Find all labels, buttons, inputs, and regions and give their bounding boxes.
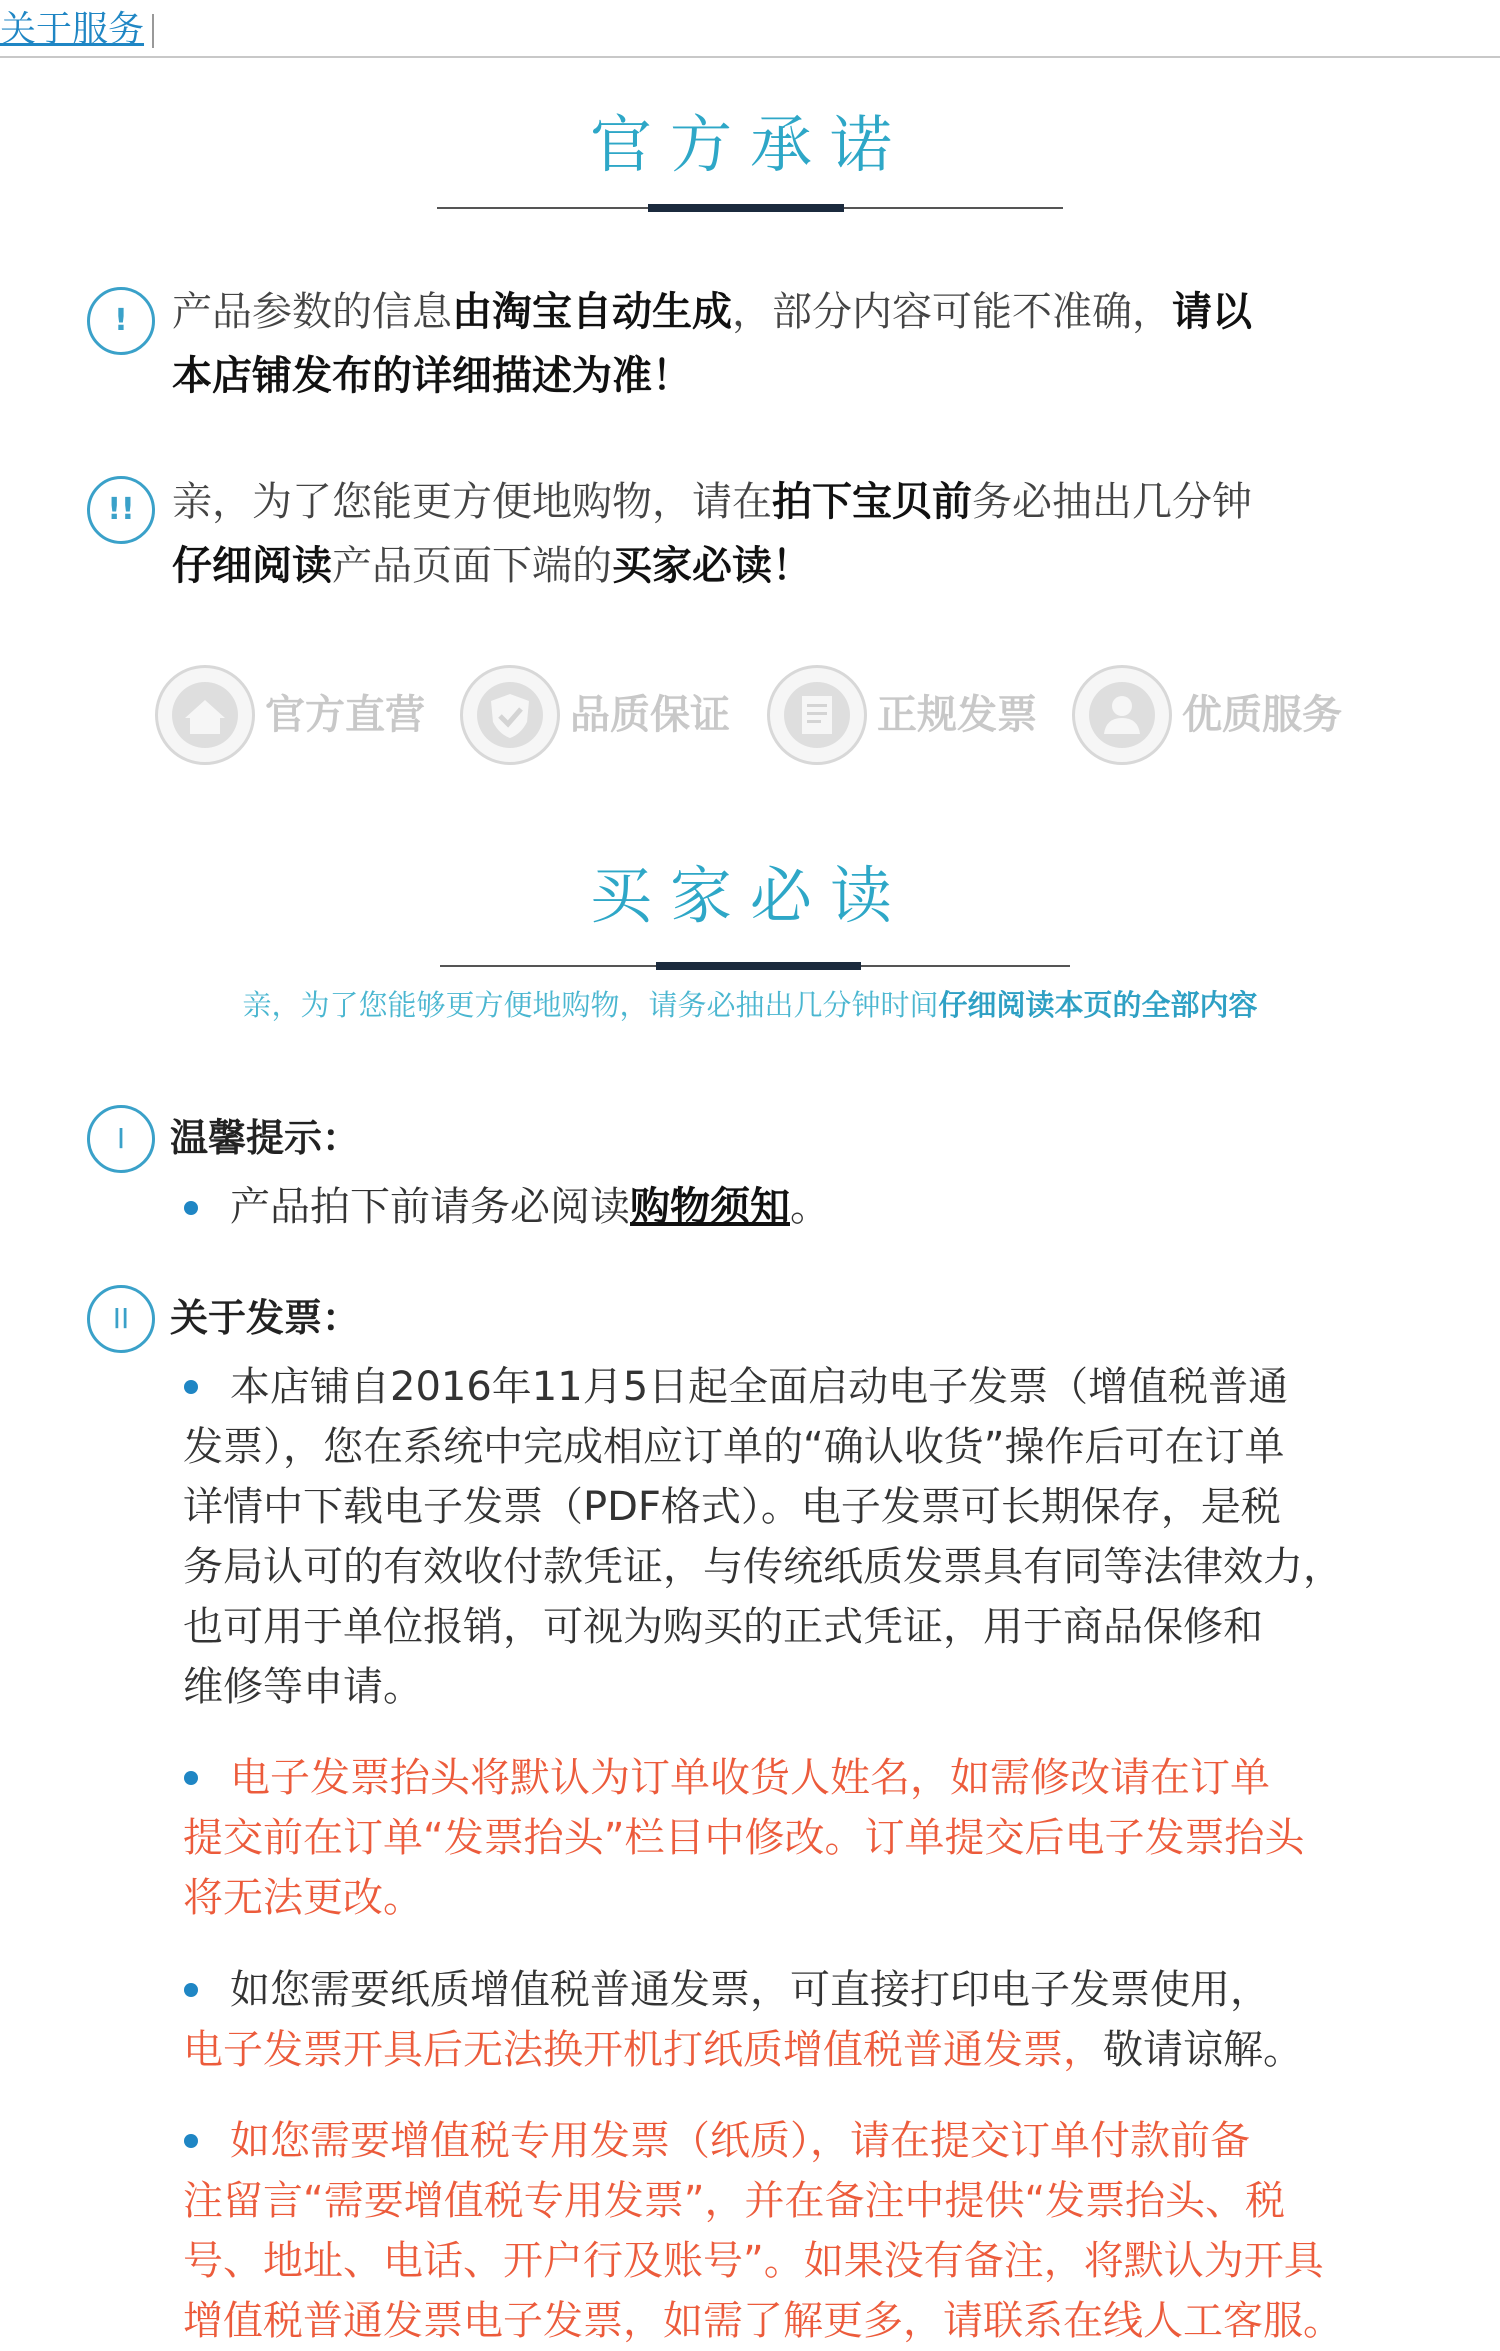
notice1-text-b: ，部分内容可能不准确， [732,289,1172,335]
roman-one-icon: I [87,1105,155,1173]
invoice-icon [767,665,867,765]
home-icon [155,665,255,765]
person-icon [1072,665,1172,765]
promise-title-accent [648,204,844,212]
notice1-bold-a: 由淘宝自动生成 [452,289,732,335]
must-read-title-accent [656,962,861,970]
notice1-text-a: 产品参数的信息 [172,289,452,335]
invoice-heading: 关于发票： [170,1296,361,1340]
notice2-text-a: 亲，为了您能更方便地购物，请在 [172,479,772,525]
must-read-note [0,985,1500,1025]
invoice-paragraph-1 [183,1357,1473,1717]
badge-label-quality: 品质保证 [570,692,730,738]
invoice-paragraph-4 [183,2111,1473,2351]
promise-notice-1 [172,280,1402,408]
invoice-p1-line: 详情中下载电子发票（PDF格式）。电子发票可长期保存，是税 [183,1484,1281,1530]
top-nav-bar [0,0,1500,58]
invoice-p2-line: 提交前在订单“发票抬头”栏目中修改。订单提交后电子发票抬头 [183,1815,1305,1861]
invoice-p3-line: 如您需要纸质增值税普通发票，可直接打印电子发票使用， [230,1967,1270,2013]
invoice-p1-line: 维修等申请。 [183,1664,423,1710]
invoice-p1-line: 务局认可的有效收付款凭证，与传统纸质发票具有同等法律效力， [183,1544,1343,1590]
invoice-p4-line: 号、地址、电话、开户行及账号”。如果没有备注，将默认为开具 [183,2238,1324,2284]
shopping-notice-link[interactable]: 购物须知 [630,1184,790,1230]
double-exclamation-icon: !! [87,476,155,544]
invoice-p4-line: 增值税普通发票电子发票，如需了解更多，请联系在线人工客服。 [183,2298,1343,2344]
notice2-text-c: 产品页面下端的 [332,543,612,589]
shield-check-icon [460,665,560,765]
notice2-bold-c: 买家必读！ [612,543,812,589]
invoice-p4-line: 如您需要增值税专用发票（纸质），请在提交订单付款前备 [230,2118,1250,2164]
bullet-dot [184,1201,198,1215]
invoice-p3-red: 电子发票开具后无法换开机打纸质增值税普通发票， [183,2027,1103,2073]
must-read-note-text: 亲，为了您能够更方便地购物，请务必抽出几分钟时间 [242,988,939,1022]
invoice-p1-line: 本店铺自2016年11月5日起全面启动电子发票（增值税普通 [230,1364,1289,1410]
tips-item-end: 。 [790,1184,830,1230]
notice2-bold-a: 拍下宝贝前 [772,479,972,525]
must-read-title: 买家必读 [589,859,910,932]
invoice-p4-line: 注留言“需要增值税专用发票”，并在备注中提供“发票抬头、税 [183,2178,1286,2224]
notice2-text-b: 务必抽出几分钟 [972,479,1252,525]
service-badges [150,665,1370,775]
invoice-paragraph-2 [183,1748,1473,1928]
tips-item [230,1177,830,1237]
badge-label-official: 官方直营 [265,692,425,738]
promise-title: 官方承诺 [589,108,910,181]
must-read-note-bold: 仔细阅读本页的全部内容 [938,988,1258,1022]
invoice-p1-line: 也可用于单位报销，可视为购买的正式凭证，用于商品保修和 [183,1604,1263,1650]
notice2-bold-b: 仔细阅读 [172,543,332,589]
promise-notice-2 [172,470,1402,598]
notice1-bold-b: 请以 [1172,289,1252,335]
invoice-paragraph-3 [183,1960,1473,2080]
roman-two-icon: II [87,1285,155,1353]
invoice-p3-tail: 敬请谅解。 [1103,2027,1303,2073]
invoice-p2-line: 电子发票抬头将默认为订单收货人姓名，如需修改请在订单 [230,1755,1270,1801]
exclamation-icon: ! [87,287,155,355]
invoice-p1-line: 发票），您在系统中完成相应订单的“确认收货”操作后可在订单 [183,1424,1285,1470]
text-cursor [152,14,154,48]
invoice-p2-line: 将无法更改。 [183,1875,423,1921]
tips-item-text: 产品拍下前请务必阅读 [230,1184,630,1230]
notice1-bold-line: 本店铺发布的详细描述为准！ [172,353,692,399]
tips-heading: 温馨提示： [170,1116,361,1160]
badge-label-invoice: 正规发票 [877,692,1037,738]
about-service-link[interactable]: 关于服务 [0,9,145,50]
badge-label-service: 优质服务 [1182,692,1342,738]
